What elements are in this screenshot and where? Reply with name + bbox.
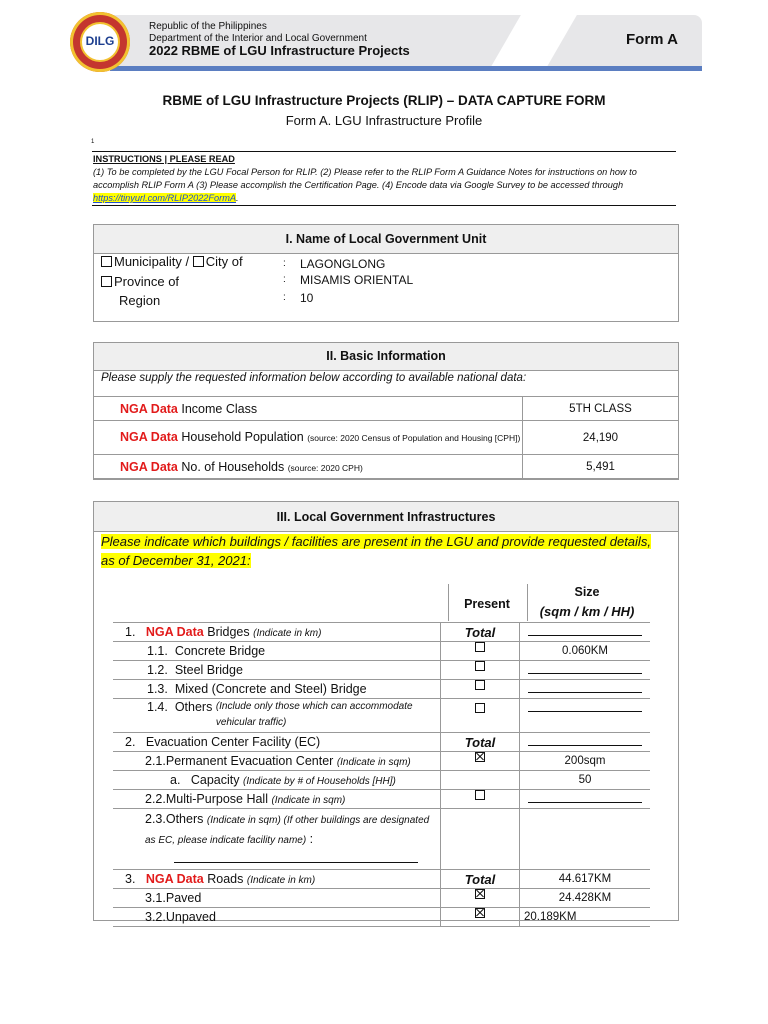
capacity-label: Capacity	[190, 773, 240, 787]
basic-info-table	[93, 396, 679, 479]
province-row	[101, 274, 179, 289]
mixed-bridge-present	[441, 680, 520, 699]
checkbox-icon[interactable]	[475, 661, 485, 671]
other-evac-label: Others	[165, 812, 204, 826]
other-bridge-label: Others	[174, 700, 213, 714]
roads-cell	[113, 870, 441, 889]
province-value: MISAMIS ORIENTAL	[300, 273, 414, 287]
unpaved-present	[441, 908, 520, 927]
households-cell	[94, 455, 523, 479]
bridges-size	[520, 623, 651, 642]
nga-data-tag: NGA Data	[145, 872, 204, 886]
household-population-label: Household Population	[181, 430, 304, 444]
steel-bridge-size	[520, 661, 651, 680]
instructions-top-rule	[92, 151, 676, 152]
total-label: Total	[464, 734, 496, 750]
roads-present	[441, 870, 520, 889]
household-population-value: 24,190	[523, 421, 679, 455]
table-row	[94, 397, 679, 421]
nga-data-tag: NGA Data	[145, 625, 204, 639]
concrete-bridge-present	[441, 642, 520, 661]
instructions-link[interactable]: https://tinyurl.com/RLIP2022FormA	[93, 193, 236, 203]
municipality-colon: :	[283, 258, 286, 269]
capacity-cell	[113, 771, 441, 790]
household-population-source: (source: 2020 Census of Population and Housing [CPH])	[307, 433, 521, 443]
total-label: Total	[464, 624, 496, 640]
row-number: 3.	[125, 872, 136, 886]
table-row	[94, 455, 679, 479]
capacity-size: 50	[520, 771, 651, 790]
size-unit-header: (sqm / km / HH)	[539, 604, 635, 619]
paved-label: Paved	[165, 891, 202, 905]
households-label: No. of Households	[181, 459, 285, 474]
checked-checkbox-icon[interactable]	[475, 889, 485, 899]
dilg-logo-text: DILG	[85, 34, 115, 48]
capacity-note: (Indicate by # of Households [HH])	[242, 776, 396, 787]
region-value: 10	[300, 291, 314, 305]
table-row	[113, 699, 650, 733]
municipality-label: Municipality /	[114, 254, 190, 269]
roads-label: Roads	[207, 872, 244, 886]
household-population-cell	[94, 421, 523, 455]
permanent-evac-label: Permanent Evacuation Center	[165, 754, 334, 768]
permanent-evac-cell	[113, 752, 441, 771]
multipurpose-size	[520, 790, 651, 809]
steel-bridge-label: Steel Bridge	[174, 663, 243, 677]
roads-note: (Indicate in km)	[246, 875, 316, 886]
table-row	[113, 623, 650, 642]
row-number: 2.1.	[145, 754, 166, 768]
paved-cell	[113, 889, 441, 908]
steel-bridge-present	[441, 661, 520, 680]
table-row	[113, 733, 650, 752]
tiny-mark: 1	[91, 139, 95, 145]
basic-info-note: Please supply the requested information below according to available national data:	[101, 372, 527, 384]
multipurpose-note: (Indicate in sqm)	[271, 795, 346, 806]
form-label: Form A	[626, 31, 678, 48]
other-evac-colon: :	[309, 832, 314, 846]
other-evac-blank	[174, 852, 418, 863]
mixed-bridge-cell	[113, 680, 441, 699]
bridges-label: Bridges	[207, 625, 250, 639]
table-row	[113, 908, 650, 927]
multipurpose-cell	[113, 790, 441, 809]
concrete-bridge-label: Concrete Bridge	[174, 644, 266, 658]
infra-note: Please indicate which buildings / facilities are present in the LGU and provide requested details, as of December 31, 2021:	[101, 534, 651, 568]
row-number: 1.1.	[147, 644, 168, 658]
province-label: Province of	[114, 274, 180, 289]
row-number: 3.1.	[145, 891, 166, 905]
blank-line	[528, 682, 642, 693]
row-number: 2.	[125, 735, 136, 749]
capacity-present	[441, 771, 520, 790]
evac-present	[441, 733, 520, 752]
table-row	[113, 889, 650, 908]
municipality-value: LAGONGLONG	[300, 257, 386, 271]
size-header: Size	[574, 585, 600, 599]
province-checkbox[interactable]	[101, 276, 112, 287]
table-row	[113, 661, 650, 680]
table-row	[113, 752, 650, 771]
row-number: 3.2.	[145, 910, 166, 924]
table-row	[113, 870, 650, 889]
concrete-bridge-cell	[113, 642, 441, 661]
other-bridge-cell	[113, 699, 441, 733]
other-bridge-note: (Include only those which can accommodate vehicular traffic)	[215, 701, 413, 728]
mixed-bridge-size	[520, 680, 651, 699]
instructions-heading: INSTRUCTIONS | PLEASE READ	[93, 154, 235, 164]
instructions	[93, 153, 679, 205]
nga-data-tag: NGA Data	[120, 430, 178, 444]
city-label: City of	[205, 254, 243, 269]
evac-size	[520, 733, 651, 752]
nga-data-tag: NGA Data	[120, 459, 178, 474]
blank-line	[528, 625, 642, 636]
section-basic-heading: II. Basic Information	[94, 343, 678, 371]
header-line-3: 2022 RBME of LGU Infrastructure Projects	[149, 43, 410, 58]
checked-checkbox-icon[interactable]	[475, 908, 485, 918]
row-number: 1.	[125, 625, 136, 639]
other-evac-present	[441, 809, 520, 870]
permanent-evac-note: (Indicate in sqm)	[336, 757, 411, 768]
evac-cell	[113, 733, 441, 752]
row-number: 2.3.	[145, 812, 166, 826]
households-source: (source: 2020 CPH)	[287, 462, 363, 473]
permanent-evac-size: 200sqm	[520, 752, 651, 771]
income-class-value: 5TH CLASS	[523, 397, 679, 421]
header-line-2: Department of the Interior and Local Government	[149, 33, 367, 44]
other-evac-cell	[113, 809, 441, 870]
checkbox-icon[interactable]	[475, 703, 485, 713]
row-number: 1.2.	[147, 663, 168, 677]
instructions-end: .	[235, 193, 239, 203]
row-number: a.	[170, 773, 181, 787]
multipurpose-present	[441, 790, 520, 809]
income-class-cell	[94, 397, 523, 421]
steel-bridge-cell	[113, 661, 441, 680]
region-colon: :	[283, 292, 286, 303]
instructions-bottom-rule	[92, 205, 676, 206]
present-header: Present	[464, 597, 510, 611]
nga-data-tag: NGA Data	[120, 401, 178, 416]
evac-label: Evacuation Center Facility (EC)	[145, 735, 321, 749]
table-row	[113, 809, 650, 870]
blank-line	[528, 792, 642, 803]
section-infra-heading: III. Local Government Infrastructures	[94, 502, 678, 532]
header-line-1: Republic of the Philippines	[149, 21, 267, 32]
blank-line	[528, 663, 642, 674]
infra-table	[113, 623, 650, 927]
multipurpose-label: Multi-Purpose Hall	[165, 792, 268, 806]
bridges-note: (Indicate in km)	[253, 628, 322, 639]
roads-size: 44.617KM	[520, 870, 651, 889]
bridges-present	[441, 623, 520, 642]
province-colon: :	[283, 274, 286, 285]
income-class-label: Income Class	[181, 401, 258, 416]
checkbox-icon[interactable]	[475, 642, 485, 652]
table-row	[94, 421, 679, 455]
page-title: RBME of LGU Infrastructure Projects (RLIP) – DATA CAPTURE FORM	[162, 93, 606, 108]
table-row	[113, 790, 650, 809]
other-evac-size	[520, 809, 651, 870]
other-bridge-present	[441, 699, 520, 733]
row-number: 2.2.	[145, 792, 166, 806]
checkbox-icon[interactable]	[475, 680, 485, 690]
total-label: Total	[464, 871, 496, 887]
checked-checkbox-icon[interactable]	[475, 752, 485, 762]
checkbox-icon[interactable]	[475, 790, 485, 800]
instructions-body: (1) To be completed by the LGU Focal Person for RLIP. (2) Please refer to the RLIP Form A Guidance Notes for instructions on how to accomplish RLIP Form A (3) Please accomplish the Certification Page. (4) Encode data via Google Survey to be accessed through	[93, 167, 637, 190]
blank-line	[528, 701, 642, 712]
unpaved-cell	[113, 908, 441, 927]
municipality-row	[101, 254, 243, 269]
municipality-checkbox[interactable]	[101, 256, 112, 267]
header-banner-stripe	[110, 66, 702, 71]
permanent-evac-present	[441, 752, 520, 771]
other-evac-note: (Indicate in sqm) (If other buildings are designated as EC, please indicate facility name)	[145, 815, 430, 846]
table-row	[113, 642, 650, 661]
region-label: Region	[119, 293, 161, 308]
mixed-bridge-label: Mixed (Concrete and Steel) Bridge	[174, 682, 367, 696]
other-bridge-size	[520, 699, 651, 733]
unpaved-size: 20.189KM	[520, 908, 651, 927]
table-row	[113, 771, 650, 790]
bridges-cell	[113, 623, 441, 642]
page-subtitle: Form A. LGU Infrastructure Profile	[285, 113, 483, 128]
paved-size: 24.428KM	[520, 889, 651, 908]
table-row	[113, 680, 650, 699]
row-number: 1.3.	[147, 682, 168, 696]
blank-line	[528, 735, 642, 746]
city-checkbox[interactable]	[193, 256, 204, 267]
unpaved-label: Unpaved	[165, 910, 216, 924]
households-value: 5,491	[523, 455, 679, 479]
paved-present	[441, 889, 520, 908]
concrete-bridge-size: 0.060KM	[520, 642, 651, 661]
section-lgu-heading: I. Name of Local Government Unit	[94, 225, 678, 254]
infra-note-wrap	[101, 532, 661, 570]
row-number: 1.4.	[147, 700, 168, 714]
